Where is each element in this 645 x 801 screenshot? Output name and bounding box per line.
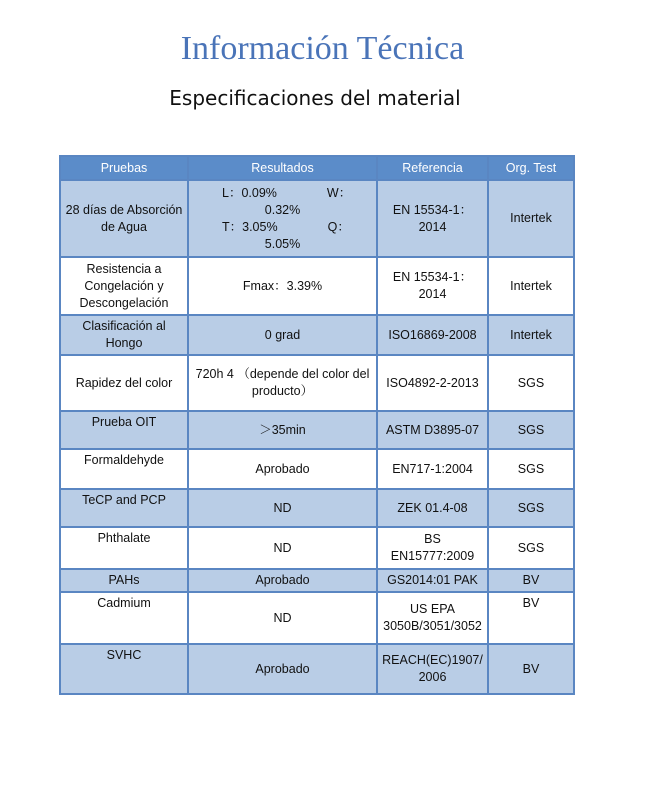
cell-result: 0 grad [188,315,377,355]
cell-reference: GS2014:01 PAK [377,569,488,592]
cell-test: Resistencia a Congelación y Descongelación [60,257,188,315]
page-subtitle: Especificaciones del material [169,86,461,110]
cell-reference: EN717-1:2004 [377,449,488,489]
cell-test: SVHC [60,644,188,694]
cell-test: PAHs [60,569,188,592]
cell-reference: ASTM D3895-07 [377,411,488,449]
cell-reference: US EPA 3050B/3051/3052 [377,592,488,644]
table-row [60,315,574,355]
cell-org: Intertek [488,257,574,315]
cell-org: SGS [488,489,574,527]
result-q: Q： [327,219,350,234]
cell-test: Phthalate [60,527,188,569]
table-row [60,592,574,644]
cell-org: Intertek [488,315,574,355]
cell-test: Prueba OIT [60,411,188,449]
cell-reference: ISO16869-2008 [377,315,488,355]
cell-org: SGS [488,355,574,411]
cell-test: TeCP and PCP [60,489,188,527]
cell-test: Rapidez del color [60,355,188,411]
header-referencia: Referencia [377,156,488,180]
result-l: L：0.09% [222,185,277,200]
table-row [60,355,574,411]
cell-org: SGS [488,411,574,449]
cell-result: 720h 4 （depende del color del producto） [188,355,377,411]
cell-reference: REACH(EC)1907/2006 [377,644,488,694]
cell-result: Aprobado [188,569,377,592]
cell-reference: ZEK 01.4-08 [377,489,488,527]
table-header-row [60,156,574,180]
cell-test: Cadmium [60,592,188,644]
header-org-test: Org. Test [488,156,574,180]
cell-result: Aprobado [188,449,377,489]
cell-test: 28 días de Absorción de Agua [60,180,188,257]
cell-test: Clasificación al Hongo [60,315,188,355]
cell-reference: ISO4892-2-2013 [377,355,488,411]
table-row [60,449,574,489]
cell-org: BV [488,569,574,592]
table-row [60,257,574,315]
header-pruebas: Pruebas [60,156,188,180]
table-row [60,180,574,257]
cell-org: Intertek [488,180,574,257]
table-row [60,527,574,569]
result-t: T：3.05% [222,219,278,234]
table-row [60,489,574,527]
result-w-value: 0.32% [264,202,301,217]
table-row [60,411,574,449]
cell-result: ＞35min [188,411,377,449]
cell-result: Aprobado [188,644,377,694]
cell-reference: BS EN15777:2009 [377,527,488,569]
spec-table [59,155,575,695]
cell-reference: EN 15534-1：2014 [377,257,488,315]
cell-result: ND [188,592,377,644]
cell-org: SGS [488,527,574,569]
cell-org: BV [488,644,574,694]
cell-reference: EN 15534-1：2014 [377,180,488,257]
cell-result: Fmax：3.39% [188,257,377,315]
cell-result: ND [188,489,377,527]
cell-org: SGS [488,449,574,489]
result-w: W： [326,185,352,200]
cell-result [188,180,377,257]
cell-org: BV [488,592,574,644]
page-title: Información Técnica [180,30,465,67]
cell-test: Formaldehyde [60,449,188,489]
header-resultados: Resultados [188,156,377,180]
table-row [60,569,574,592]
cell-result: ND [188,527,377,569]
table-row [60,644,574,694]
result-q-value: 5.05% [264,236,301,251]
